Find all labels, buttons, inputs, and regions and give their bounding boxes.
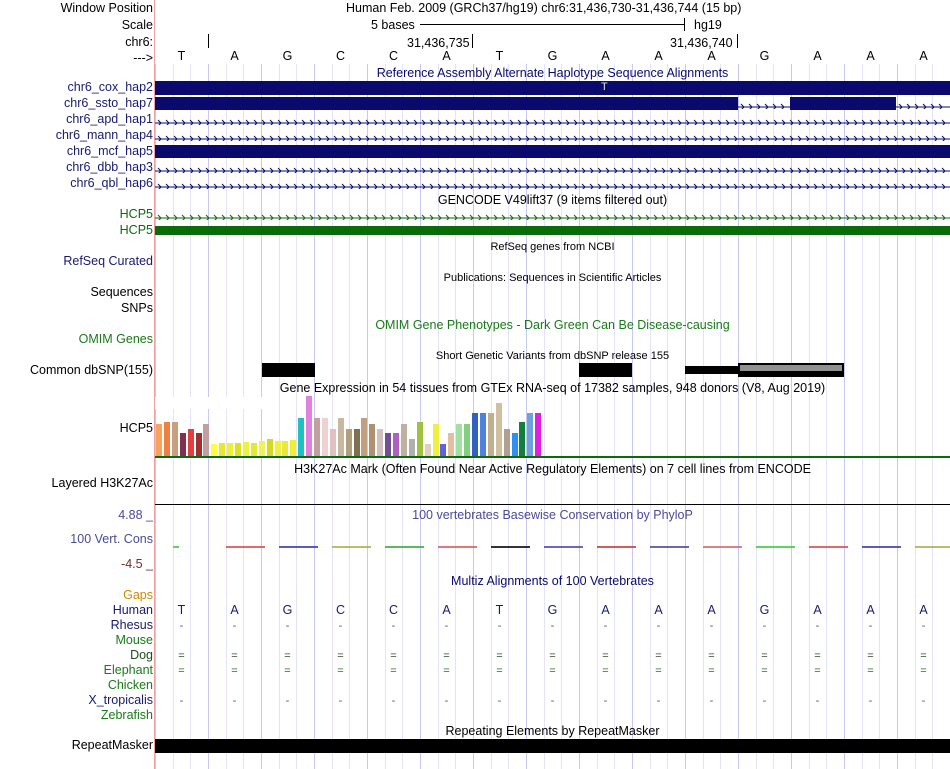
repeatmasker-label[interactable]: RepeatMasker <box>71 738 153 752</box>
alignment-block-ssto-hap7[interactable] <box>155 97 738 110</box>
reference-base: T <box>177 49 186 63</box>
gtex-tissue-bar[interactable] <box>354 429 360 456</box>
multiz-human-base: G <box>547 603 558 617</box>
multiz-alignment-glyph: - <box>656 695 661 707</box>
multiz-human-base: G <box>759 603 770 617</box>
publications-track-title[interactable]: Publications: Sequences in Scientific Articles <box>443 272 662 284</box>
repeatmasker-track-title[interactable]: Repeating Elements by RepeatMasker <box>445 724 660 738</box>
conservation-mark <box>544 546 583 548</box>
gtex-tissue-bar[interactable] <box>243 442 249 456</box>
multiz-alignment-glyph: = <box>761 650 768 662</box>
conservation-track-title[interactable]: 100 vertebrates Basewise Conservation by PhyloP <box>412 508 693 522</box>
gtex-tissue-bar[interactable] <box>535 413 541 456</box>
multiz-alignment-glyph: - <box>603 695 608 707</box>
multiz-alignment-glyph: - <box>550 620 555 632</box>
multiz-human-base: C <box>335 603 346 617</box>
multiz-human-base: A <box>919 603 928 617</box>
track-label-apd-hap1[interactable]: chr6_apd_hap1 <box>66 112 153 126</box>
gtex-track-title[interactable]: Gene Expression in 54 tissues from GTEx RNA-seq of 17382 samples, 948 donors (V8, Aug 2019) <box>279 381 826 395</box>
repeat-element-block[interactable] <box>155 739 950 753</box>
alt-haplotype-track-title[interactable]: Reference Assembly Alternate Haplotype Sequence Alignments <box>376 66 729 80</box>
hcp5-exon-block[interactable] <box>155 226 950 235</box>
alignment-block-cox-hap2[interactable] <box>155 81 950 95</box>
gtex-tissue-bar[interactable] <box>464 424 470 456</box>
gtex-tissue-bar[interactable] <box>227 443 233 456</box>
gtex-tissue-bar[interactable] <box>440 444 446 456</box>
reference-base: A <box>919 49 928 63</box>
alignment-gap-qbl-hap6 <box>155 179 950 189</box>
gtex-tissue-bar[interactable] <box>472 413 478 456</box>
conservation-mark <box>173 546 179 548</box>
h3k27ac-baseline <box>155 504 950 505</box>
reference-base: A <box>230 49 239 63</box>
multiz-alignment-glyph: - <box>391 620 396 632</box>
gtex-tissue-bar[interactable] <box>235 443 241 456</box>
gencode-track-title[interactable]: GENCODE V49lift37 (9 items filtered out) <box>437 193 668 207</box>
multiz-alignment-glyph: = <box>231 665 238 677</box>
gtex-tissue-bar[interactable] <box>488 413 494 456</box>
multiz-alignment-glyph: - <box>285 620 290 632</box>
gtex-tissue-bar[interactable] <box>172 422 178 456</box>
scale-text: 5 bases <box>371 18 415 32</box>
multiz-alignment-glyph: = <box>178 650 185 662</box>
reference-base: C <box>335 49 346 63</box>
multiz-alignment-glyph: = <box>708 650 715 662</box>
gtex-tissue-bar[interactable] <box>338 418 344 456</box>
gtex-tissue-bar[interactable] <box>527 413 533 456</box>
multiz-alignment-glyph: = <box>655 650 662 662</box>
multiz-alignment-glyph: - <box>338 695 343 707</box>
multiz-track-title[interactable]: Multiz Alignments of 100 Vertebrates <box>451 574 654 588</box>
gtex-tissue-bar[interactable] <box>322 418 328 456</box>
snp-indel-shade <box>740 365 842 371</box>
hcp5-intron-line[interactable] <box>155 210 950 220</box>
multiz-alignment-glyph: = <box>496 665 503 677</box>
refseq-label[interactable]: RefSeq Curated <box>63 254 153 268</box>
multiz-species-dog[interactable]: Dog <box>130 648 153 662</box>
ruler-tick-label: 31,436,735 <box>407 36 470 50</box>
track-label-mcf-hap5[interactable]: chr6_mcf_hap5 <box>66 144 153 158</box>
reference-base: A <box>601 49 610 63</box>
gtex-tissue-bar[interactable] <box>219 443 225 456</box>
multiz-alignment-glyph: = <box>337 665 344 677</box>
multiz-human-base: A <box>866 603 875 617</box>
h3k27ac-label[interactable]: Layered H3K27Ac <box>51 476 153 490</box>
gtex-tissue-bar[interactable] <box>164 422 170 456</box>
dbsnp-label[interactable]: Common dbSNP(155) <box>30 363 153 377</box>
multiz-alignment-glyph: = <box>390 665 397 677</box>
scale-bar-tick <box>684 18 685 31</box>
gtex-baseline <box>155 456 950 458</box>
track-label-cox-hap2[interactable]: chr6_cox_hap2 <box>67 80 153 94</box>
gtex-tissue-bar[interactable] <box>393 433 399 456</box>
conservation-mark <box>597 546 636 548</box>
h3k27ac-track-title[interactable]: H3K27Ac Mark (Often Found Near Active Regulatory Elements) on 7 cell lines from ENCODE <box>294 462 811 476</box>
gtex-tissue-bar[interactable] <box>290 440 296 456</box>
reference-base: G <box>759 49 770 63</box>
multiz-alignment-glyph: = <box>390 650 397 662</box>
conservation-mark <box>756 546 795 548</box>
scale-bar <box>420 24 685 25</box>
multiz-alignment-glyph: = <box>920 650 927 662</box>
multiz-alignment-glyph: - <box>762 620 767 632</box>
multiz-alignment-glyph: = <box>814 665 821 677</box>
multiz-alignment-glyph: - <box>338 620 343 632</box>
multiz-alignment-glyph: = <box>867 650 874 662</box>
conservation-mark <box>226 546 265 548</box>
gtex-tissue-bar[interactable] <box>480 413 486 456</box>
multiz-alignment-glyph: - <box>762 695 767 707</box>
gtex-label[interactable]: HCP5 <box>119 421 153 435</box>
alignment-block-mcf-hap5[interactable] <box>155 145 950 158</box>
omim-label[interactable]: OMIM Genes <box>78 332 153 346</box>
multiz-alignment-glyph: = <box>284 650 291 662</box>
multiz-alignment-glyph: = <box>231 650 238 662</box>
multiz-human-base: A <box>707 603 716 617</box>
reference-base: T <box>495 49 504 63</box>
multiz-species-zebrafish[interactable]: Zebrafish <box>100 708 153 722</box>
multiz-alignment-glyph: = <box>867 665 874 677</box>
multiz-alignment-glyph: = <box>337 650 344 662</box>
multiz-alignment-glyph: - <box>497 620 502 632</box>
snp-variant[interactable] <box>262 363 315 377</box>
alignment-block-ssto-hap7[interactable] <box>790 97 896 110</box>
reference-base: C <box>388 49 399 63</box>
alignment-gap-ssto-hap7 <box>738 99 790 109</box>
gtex-tissue-bar[interactable] <box>314 418 320 456</box>
multiz-alignment-glyph: = <box>549 665 556 677</box>
multiz-species-elephant[interactable]: Elephant <box>103 663 153 677</box>
conservation-mark <box>332 546 371 548</box>
dbsnp-track-title[interactable]: Short Genetic Variants from dbSNP release 155 <box>435 350 670 362</box>
multiz-alignment-glyph: - <box>921 620 926 632</box>
multiz-alignment-glyph: - <box>709 695 714 707</box>
gtex-tissue-bar[interactable] <box>188 429 194 456</box>
multiz-alignment-glyph: - <box>179 695 184 707</box>
multiz-alignment-glyph: - <box>444 695 449 707</box>
gtex-tissue-bar[interactable] <box>330 429 336 456</box>
multiz-alignment-glyph: - <box>232 695 237 707</box>
multiz-human-base: G <box>282 603 293 617</box>
conservation-ymax: 4.88 _ <box>118 508 153 522</box>
multiz-alignment-glyph: - <box>815 695 820 707</box>
gtex-tissue-bar[interactable] <box>361 418 367 456</box>
multiz-species-chicken[interactable]: Chicken <box>107 678 153 692</box>
reference-base: A <box>866 49 875 63</box>
window-position-label: Window Position <box>60 1 153 15</box>
multiz-alignment-glyph: - <box>868 695 873 707</box>
publications-label[interactable]: Sequences <box>90 285 153 299</box>
multiz-alignment-glyph: - <box>709 620 714 632</box>
gtex-tissue-bar[interactable] <box>298 418 304 456</box>
snp-indel[interactable] <box>685 366 738 374</box>
gtex-tissue-bar[interactable] <box>275 441 281 456</box>
multiz-alignment-glyph: = <box>708 665 715 677</box>
multiz-alignment-glyph: = <box>814 650 821 662</box>
ruler-tick <box>472 34 473 48</box>
gtex-tissue-bar[interactable] <box>448 433 454 456</box>
gtex-tissue-bar[interactable] <box>267 439 273 456</box>
multiz-species-xtropicalis[interactable]: X_tropicalis <box>88 693 153 707</box>
gtex-tissue-bar[interactable] <box>306 396 312 456</box>
multiz-species-human[interactable]: Human <box>112 603 153 617</box>
gtex-tissue-bar[interactable] <box>282 441 288 456</box>
gtex-tissue-bar[interactable] <box>417 422 423 456</box>
multiz-alignment-glyph: - <box>815 620 820 632</box>
reference-base: A <box>813 49 822 63</box>
multiz-species-rhesus[interactable]: Rhesus <box>110 618 153 632</box>
conservation-label[interactable]: 100 Vert. Cons <box>70 532 153 546</box>
reference-base: G <box>547 49 558 63</box>
conservation-mark <box>862 546 901 548</box>
alignment-gap-apd-hap1 <box>155 115 950 125</box>
multiz-alignment-glyph: - <box>497 695 502 707</box>
ruler-tick-label: 31,436,740 <box>670 36 733 50</box>
multiz-gaps-label: Gaps <box>123 588 153 602</box>
gtex-tissue-bar[interactable] <box>401 424 407 456</box>
multiz-human-base: A <box>813 603 822 617</box>
gtex-tissue-bar[interactable] <box>377 429 383 456</box>
multiz-human-base: A <box>601 603 610 617</box>
conservation-mark <box>650 546 689 548</box>
multiz-alignment-glyph: = <box>602 650 609 662</box>
gtex-tissue-bar[interactable] <box>425 444 431 456</box>
multiz-alignment-glyph: = <box>178 665 185 677</box>
gtex-tissue-bar[interactable] <box>409 439 415 456</box>
gtex-tissue-bar[interactable] <box>211 444 217 456</box>
conservation-ymin: -4.5 _ <box>121 557 153 571</box>
gtex-tissue-bar[interactable] <box>433 424 439 456</box>
ruler-tick-start <box>208 34 209 48</box>
gtex-tissue-bar[interactable] <box>251 443 257 456</box>
conservation-mark <box>809 546 848 548</box>
multiz-human-base: C <box>388 603 399 617</box>
gencode-label-hcp5-transcript[interactable]: HCP5 <box>119 207 153 221</box>
gtex-tissue-bar[interactable] <box>346 429 352 456</box>
window-position-text[interactable]: Human Feb. 2009 (GRCh37/hg19) chr6:31,436,730-31,436,744 (15 bp) <box>346 1 742 15</box>
multiz-human-base: T <box>177 603 186 617</box>
gtex-tissue-bar[interactable] <box>512 433 518 456</box>
conservation-mark <box>915 546 950 548</box>
gencode-label-hcp5-gene[interactable]: HCP5 <box>119 223 153 237</box>
gtex-tissue-bar[interactable] <box>259 441 265 456</box>
multiz-alignment-glyph: - <box>550 695 555 707</box>
reference-base: A <box>442 49 451 63</box>
multiz-alignment-glyph: - <box>179 620 184 632</box>
multiz-alignment-glyph: = <box>284 665 291 677</box>
multiz-alignment-glyph: = <box>443 650 450 662</box>
gtex-tissue-bar[interactable] <box>196 433 202 456</box>
multiz-human-base: A <box>654 603 663 617</box>
refseq-track-title[interactable]: RefSeq genes from NCBI <box>490 241 615 253</box>
snp-variant[interactable] <box>579 363 632 377</box>
conservation-mark <box>703 546 742 548</box>
multiz-species-mouse[interactable]: Mouse <box>115 633 153 647</box>
alignment-gap-ssto-hap7 <box>896 99 950 109</box>
track-label-mann-hap4[interactable]: chr6_mann_hap4 <box>55 128 153 142</box>
multiz-alignment-glyph: = <box>761 665 768 677</box>
multiz-alignment-glyph: = <box>443 665 450 677</box>
multiz-alignment-glyph: - <box>921 695 926 707</box>
track-label-dbb-hap3[interactable]: chr6_dbb_hap3 <box>66 160 153 174</box>
alignment-gap-mann-hap4 <box>155 131 950 141</box>
gtex-tissue-bar[interactable] <box>180 433 186 456</box>
multiz-alignment-glyph: = <box>920 665 927 677</box>
conservation-mark <box>438 546 477 548</box>
reference-base: A <box>654 49 663 63</box>
multiz-alignment-glyph: - <box>656 620 661 632</box>
multiz-alignment-glyph: - <box>868 620 873 632</box>
track-label-ssto-hap7[interactable]: chr6_ssto_hap7 <box>64 96 153 110</box>
track-label-qbl-hap6[interactable]: chr6_qbl_hap6 <box>70 176 153 190</box>
ruler-tick <box>737 34 738 48</box>
gtex-tissue-bar[interactable] <box>519 422 525 456</box>
multiz-alignment-glyph: = <box>496 650 503 662</box>
multiz-alignment-glyph: - <box>603 620 608 632</box>
conservation-mark <box>385 546 424 548</box>
snps-label[interactable]: SNPs <box>121 301 153 315</box>
multiz-alignment-glyph: - <box>391 695 396 707</box>
gtex-tissue-bar[interactable] <box>456 424 462 456</box>
reference-base: A <box>707 49 716 63</box>
gtex-tissue-bar[interactable] <box>385 433 391 456</box>
assembly-text: hg19 <box>694 18 722 32</box>
multiz-human-base: T <box>495 603 504 617</box>
alignment-gap-dbb-hap3 <box>155 163 950 173</box>
multiz-human-base: A <box>442 603 451 617</box>
omim-track-title[interactable]: OMIM Gene Phenotypes - Dark Green Can Be Disease-causing <box>375 318 730 332</box>
multiz-alignment-glyph: - <box>444 620 449 632</box>
gtex-tissue-bar[interactable] <box>369 424 375 456</box>
multiz-alignment-glyph: = <box>602 665 609 677</box>
gtex-tissue-bar[interactable] <box>504 429 510 456</box>
gtex-tissue-bar[interactable] <box>156 424 162 456</box>
multiz-alignment-glyph: - <box>285 695 290 707</box>
chrom-label: chr6: <box>125 35 153 49</box>
reference-base: G <box>282 49 293 63</box>
gtex-mask <box>155 397 265 409</box>
strand-arrow-label: ---> <box>133 51 153 65</box>
conservation-mark <box>491 546 530 548</box>
scale-label: Scale <box>121 18 153 32</box>
multiz-alignment-glyph: - <box>232 620 237 632</box>
multiz-human-base: A <box>230 603 239 617</box>
gtex-tissue-bar[interactable] <box>203 424 209 456</box>
mismatch-base-cox-hap2: T <box>601 81 608 93</box>
multiz-alignment-glyph: = <box>549 650 556 662</box>
multiz-alignment-glyph: = <box>655 665 662 677</box>
conservation-mark <box>279 546 318 548</box>
gtex-tissue-bar[interactable] <box>496 403 502 456</box>
